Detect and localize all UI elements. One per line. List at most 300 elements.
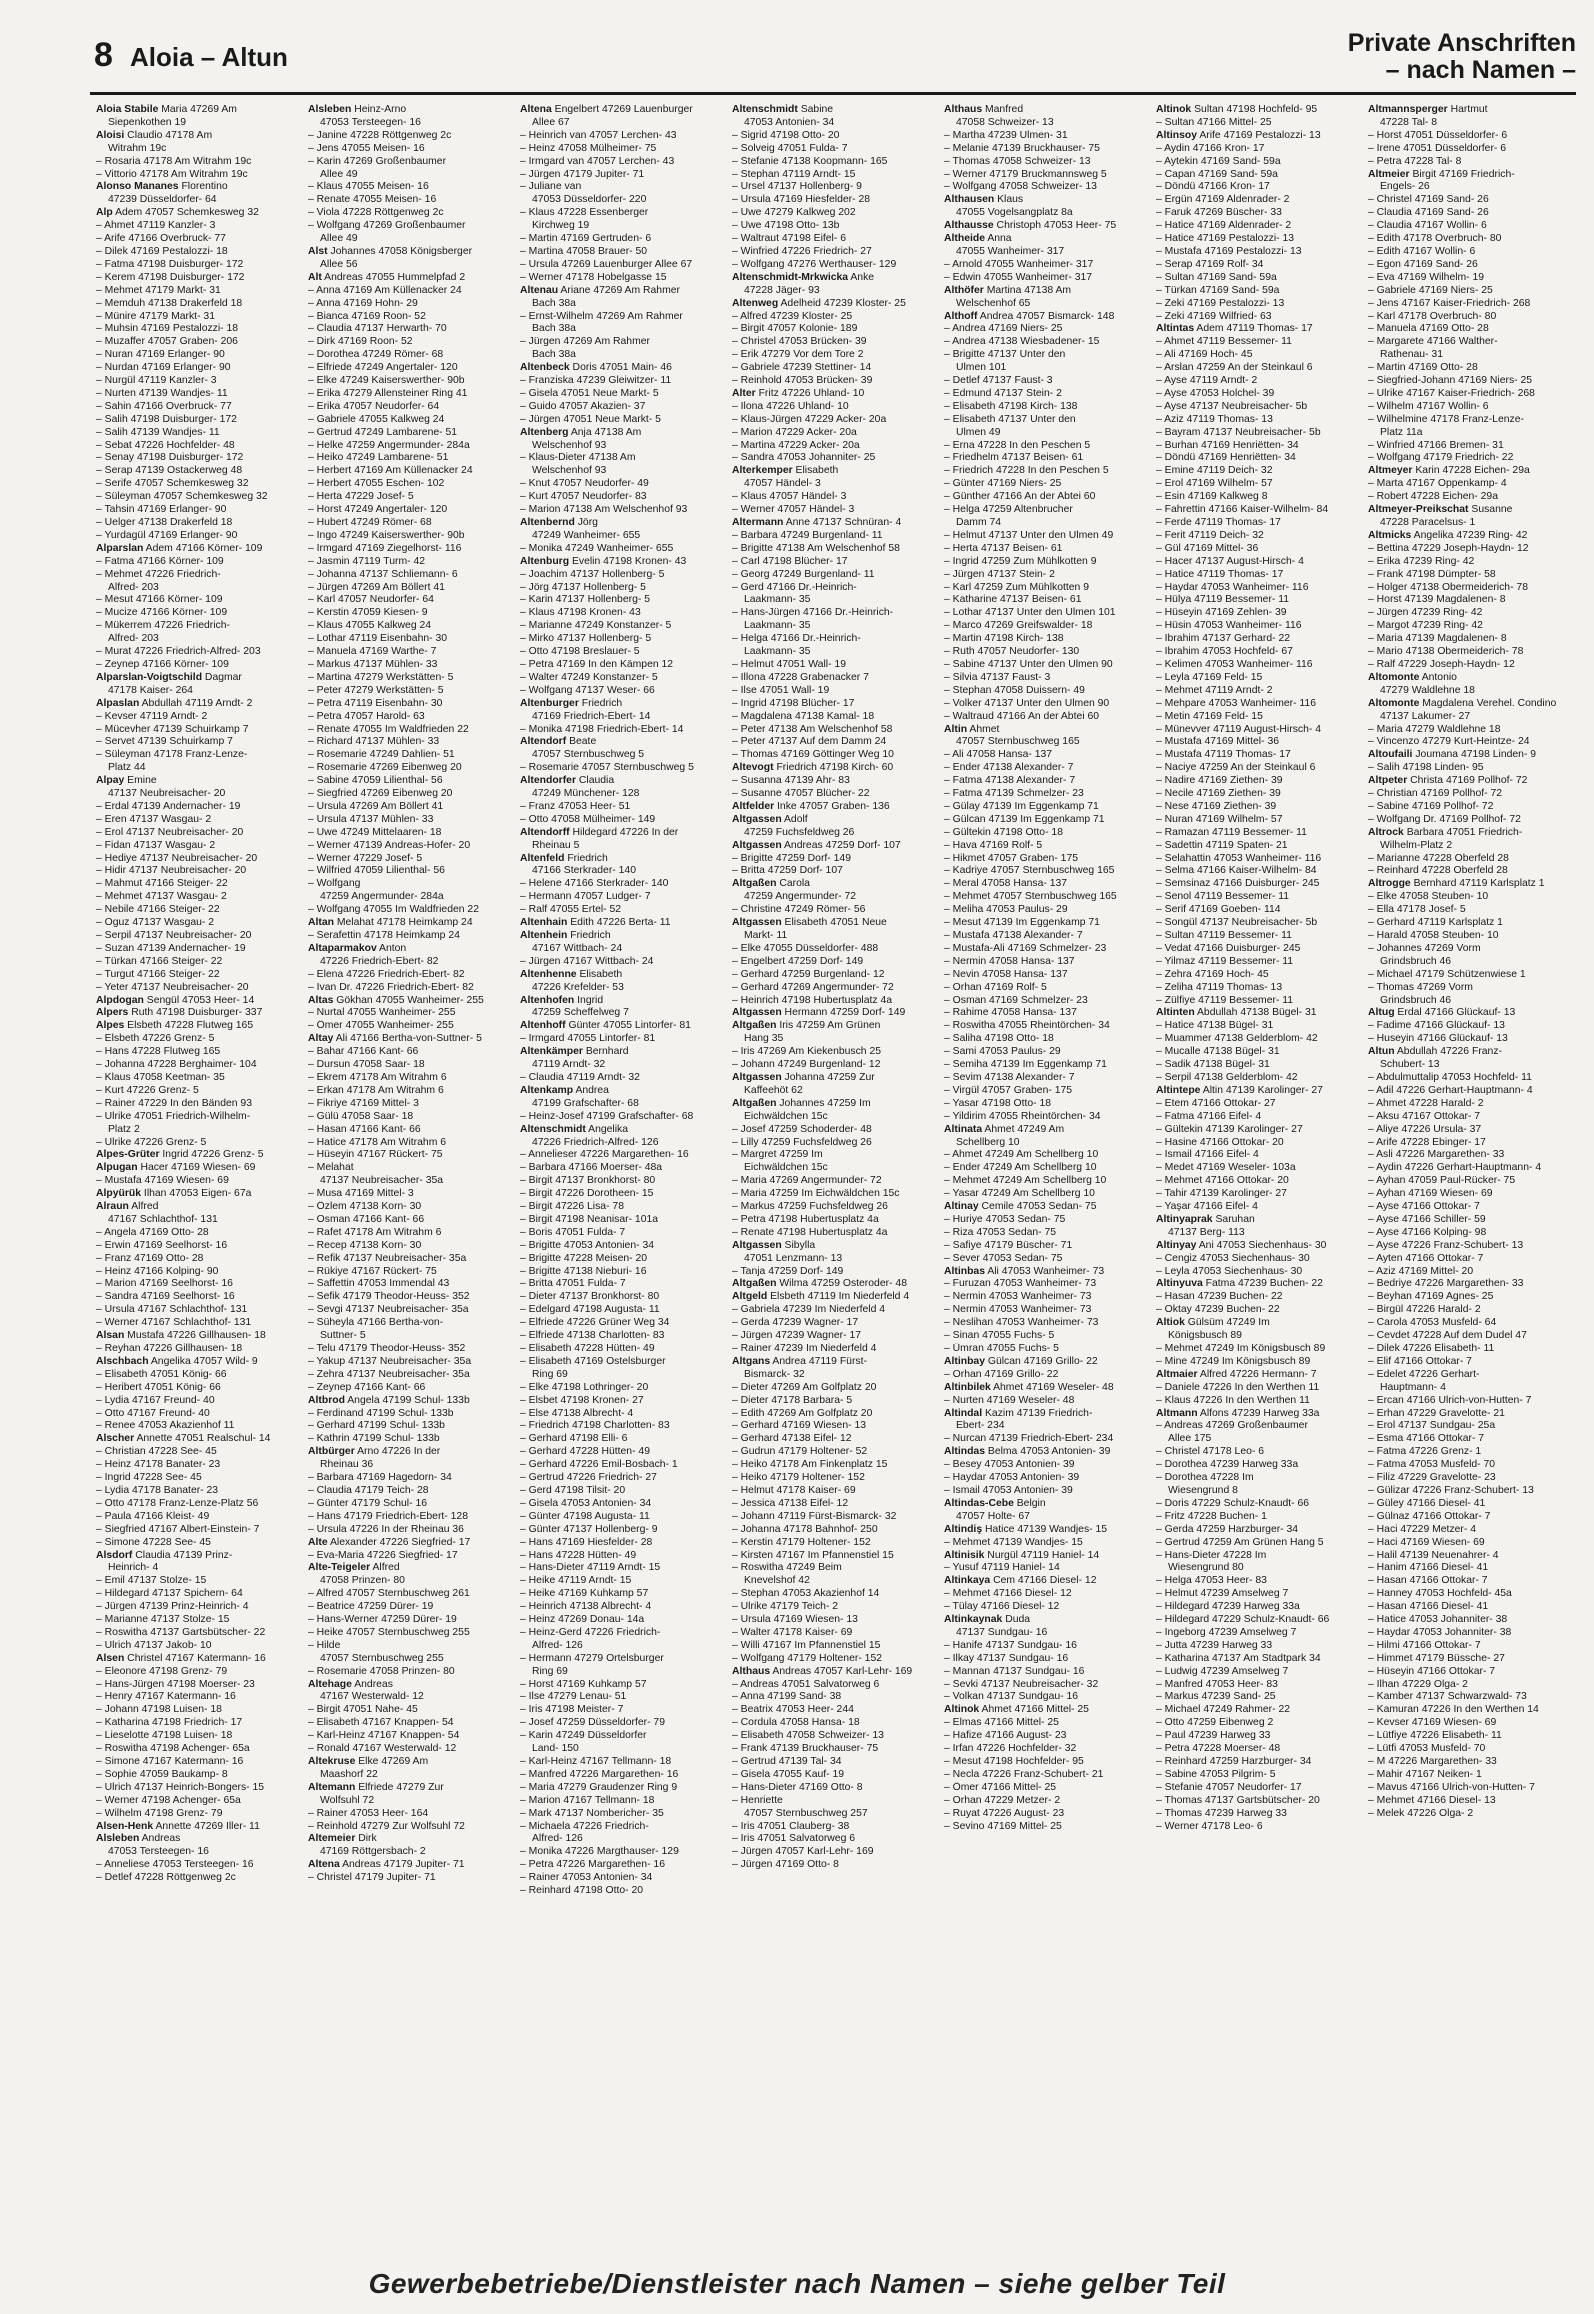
directory-entry: – Mustafa 47169 Wiesen- 69 <box>96 1175 229 1187</box>
surname: Altinkaya <box>944 1575 991 1587</box>
directory-entry: – Fatma 47226 Grenz- 1 <box>1368 1446 1482 1458</box>
directory-entry: Altinkaya Cem 47166 Diesel- 12 <box>944 1575 1097 1587</box>
directory-entry: – Hasan 47166 Ottokar- 7 <box>1368 1575 1488 1587</box>
directory-entry: – Stephan 47058 Duissern- 49 <box>944 684 1085 696</box>
directory-entry: Allee 175 <box>1168 1433 1212 1445</box>
directory-entry: – Michael 47179 Schützenwiese 1 <box>1368 968 1526 980</box>
directory-entry: – Dieter 47269 Am Golfplatz 20 <box>732 1381 877 1393</box>
surname: Altenhain <box>520 917 568 929</box>
directory-entry: – Kelimen 47053 Wanheimer- 116 <box>1156 658 1313 670</box>
directory-entry: – Ingo 47249 Kaiserswerther- 90b <box>308 529 465 541</box>
directory-entry: – Markus 47259 Fuchsfeldweg 26 <box>732 1201 888 1213</box>
directory-entry: – Zülfiye 47119 Bessemer- 11 <box>1156 994 1294 1006</box>
directory-entry: – Saliha 47198 Otto- 18 <box>944 1033 1054 1045</box>
directory-entry: Platz 11a <box>1380 426 1423 438</box>
directory-entry: – Fadime 47166 Glückauf- 13 <box>1368 1020 1505 1032</box>
directory-entry: – Fritz 47228 Buchen- 1 <box>1156 1510 1267 1522</box>
directory-entry: – Margot 47239 Ring- 42 <box>1368 620 1483 632</box>
directory-entry: – Detlef 47137 Faust- 3 <box>944 375 1053 387</box>
surname: Altendorfer <box>520 775 576 787</box>
directory-entry: Alsan Mustafa 47226 Gillhausen- 18 <box>96 1330 266 1342</box>
surname: Altenau <box>520 284 559 296</box>
directory-entry: Platz 2 <box>108 1123 140 1135</box>
directory-entry: – Manuela 47169 Warthe- 7 <box>308 646 437 658</box>
surname: Althaus <box>732 1665 771 1677</box>
directory-entry: – Hatice 47053 Johanniter- 38 <box>1368 1614 1508 1626</box>
directory-entry: – Memduh 47138 Drakerfeld 18 <box>96 297 243 309</box>
directory-entry: – Thomas 47137 Gartsbütscher- 20 <box>1156 1794 1320 1806</box>
directory-entry: – Monika 47249 Wanheimer- 655 <box>520 542 674 554</box>
surname: Altermann <box>732 517 784 528</box>
surname: Alscher <box>96 1433 135 1445</box>
directory-entry: Altgassen Johanna 47259 Zur <box>732 1071 875 1083</box>
directory-entry: – Renate 47055 Meisen- 16 <box>308 194 437 206</box>
directory-entry: – Reyhan 47226 Gillhausen- 18 <box>96 1343 243 1354</box>
directory-entry: – Christel 47053 Brücken- 39 <box>732 336 867 348</box>
directory-entry: – Yakup 47137 Neubreisacher- 35a <box>308 1355 472 1367</box>
directory-entry: – Jürgen 47057 Karl-Lehr- 169 <box>732 1846 874 1858</box>
directory-entry: – Elfriede 47249 Angertaler- 120 <box>308 362 458 374</box>
directory-entry: – Werner 47198 Achenger- 65a <box>96 1794 241 1806</box>
directory-entry: – Monika 47226 Margthauser- 129 <box>520 1846 679 1858</box>
directory-entry: – Rainer 47239 Im Niederfeld 4 <box>732 1343 877 1354</box>
directory-entry: – Hans 47228 Flutweg 165 <box>96 1046 221 1058</box>
directory-entry: – Elsbeth 47226 Grenz- 5 <box>96 1033 215 1045</box>
directory-entry: Altgassen Sibylla <box>732 1239 816 1251</box>
directory-entry: – Janine 47228 Röttgenweg 2c <box>308 129 452 141</box>
directory-entry: Altenbernd Jörg <box>520 517 598 528</box>
directory-entry: 47137 Lakumer- 27 <box>1380 710 1471 722</box>
directory-entry: – Erik 47279 Vor dem Tore 2 <box>732 349 864 361</box>
surname: Alpers <box>96 1007 129 1019</box>
directory-entry: – Brigitte 47228 Meisen- 20 <box>520 1252 648 1264</box>
directory-entry: – Ismail 47166 Eifel- 4 <box>1156 1149 1259 1161</box>
directory-entry: – Mehmet 47166 Diesel- 12 <box>944 1588 1072 1600</box>
directory-entry: – Gisela 47055 Kauf- 19 <box>732 1768 845 1780</box>
directory-entry: 47169 Röttgersbach- 2 <box>320 1846 426 1858</box>
directory-entry: Altheide Anna <box>944 233 1012 245</box>
directory-entry: – Ümran 47055 Fuchs- 5 <box>944 1343 1059 1354</box>
directory-entry: Grindsbruch 46 <box>1380 955 1452 967</box>
directory-entry: – Helga 47166 Dr.-Heinrich- <box>732 633 861 645</box>
directory-entry: – Jürgen 47239 Wagner- 17 <box>732 1330 862 1342</box>
directory-entry: – Helga 47053 Heer- 83 <box>1156 1575 1267 1587</box>
surname: Altinten <box>1156 1007 1195 1019</box>
directory-entry: – Mükerrem 47226 Friedrich- <box>96 620 230 632</box>
directory-entry: – Frank 47139 Bruckhauser- 75 <box>732 1743 879 1755</box>
directory-entry: – Wolfgang Dr. 47169 Pollhof- 72 <box>1368 813 1521 825</box>
directory-entry: – Serap 47139 Ostackerweg 48 <box>96 465 243 477</box>
directory-entry: – Jürgen 47051 Neue Markt- 5 <box>520 413 661 425</box>
surname: Altenhofen <box>520 994 575 1006</box>
directory-entry: – Münevver 47119 August-Hirsch- 4 <box>1156 723 1321 735</box>
directory-entry: Altinsoy Arife 47169 Pestalozzi- 13 <box>1156 129 1321 141</box>
directory-entry: – Sevim 47138 Alexander- 7 <box>944 1071 1075 1083</box>
directory-entry: – Jürgen 47167 Wittbach- 24 <box>520 955 654 967</box>
directory-entry: Alp Adem 47057 Schemkesweg 32 <box>96 207 259 219</box>
directory-entry: – Guido 47057 Akazien- 37 <box>520 400 646 412</box>
surname: Altgeld <box>732 1291 768 1303</box>
directory-entry: Altan Melahat 47178 Heimkamp 24 <box>308 917 473 929</box>
directory-entry: – Döndü 47169 Henriëtten- 34 <box>1156 452 1296 464</box>
directory-entry: – Yeter 47137 Neubreisacher- 20 <box>96 981 249 993</box>
directory-entry: – Serpil 47138 Gelderblom- 42 <box>1156 1071 1298 1083</box>
directory-entry: – Mine 47249 Im Königsbusch 89 <box>1156 1355 1311 1367</box>
directory-entry: Altrogge Bernhard 47119 Karlsplatz 1 <box>1368 878 1545 890</box>
directory-entry: – Mehmet 47137 Wasgau- 2 <box>96 891 227 903</box>
directory-entry: – Nurgül 47119 Kanzler- 3 <box>96 375 217 387</box>
directory-entry: – Jens 47055 Meisen- 16 <box>308 142 425 154</box>
directory-entry: – Mehmet 47249 Am Schellberg 10 <box>944 1175 1107 1187</box>
directory-entry: – Heinz 47178 Banater- 23 <box>96 1459 221 1471</box>
directory-entry: – Nese 47169 Ziethen- 39 <box>1156 800 1277 812</box>
directory-entry: – Gülü 47058 Saar- 18 <box>308 1110 414 1122</box>
directory-entry: – Elsbet 47198 Kronen- 27 <box>520 1394 644 1406</box>
directory-entry: – Edith 47269 Am Golfplatz 20 <box>732 1407 873 1419</box>
directory-entry: – Bahar 47166 Kant- 66 <box>308 1046 419 1058</box>
directory-entry: – Herbert 47055 Eschen- 102 <box>308 478 445 490</box>
directory-entry: – Siegfried 47167 Albert-Einstein- 7 <box>96 1523 260 1535</box>
directory-entry: – Tahsin 47169 Erlanger- 90 <box>96 504 227 516</box>
directory-entry: – Erol 47137 Neubreisacher- 20 <box>96 826 244 838</box>
directory-entry: – Kerstin 47179 Holtener- 152 <box>732 1536 871 1548</box>
directory-entry: – Furuzan 47053 Wanheimer- 73 <box>944 1278 1097 1290</box>
directory-entry: – Alfred 47057 Sternbuschweg 261 <box>308 1588 470 1600</box>
directory-entry: Altmann Alfons 47239 Harweg 33a <box>1156 1407 1320 1419</box>
directory-entry: – Ursel 47137 Hollenberg- 9 <box>732 181 862 193</box>
directory-entry: – Serife 47057 Schemkesweg 32 <box>96 478 249 490</box>
directory-entry: – Ayse 47053 Holchel- 39 <box>1156 387 1275 399</box>
directory-entry: – Wolfgang 47137 Weser- 66 <box>520 684 655 696</box>
directory-entry: – Ernst-Wilhelm 47269 Am Rahmer <box>520 310 683 322</box>
directory-entry: – Reinhard 47259 Harzburger- 34 <box>1156 1756 1312 1767</box>
directory-entry: Alschbach Angelika 47057 Wild- 9 <box>96 1355 258 1367</box>
directory-column <box>308 104 516 2264</box>
surname: Altenberg <box>520 426 569 438</box>
directory-entry: – Lieselotte 47198 Luisen- 18 <box>96 1730 233 1742</box>
directory-entry: – Rosemarie 47249 Dahlien- 51 <box>308 749 455 761</box>
section-title-line2: – nach Namen – <box>1385 56 1576 84</box>
directory-entry: – Kamber 47137 Schwarzwald- 73 <box>1368 1691 1527 1703</box>
directory-entry: – Roswitha 47249 Beim <box>732 1562 842 1574</box>
directory-entry: – Uelger 47138 Drakerfeld 18 <box>96 517 233 528</box>
surname: Altheide <box>944 233 985 245</box>
directory-entry: – Servet 47139 Schuirkamp 7 <box>96 736 233 748</box>
directory-entry: – Fatma 47138 Alexander- 7 <box>944 775 1076 787</box>
directory-entry: – Johann 47198 Luisen- 18 <box>96 1704 222 1716</box>
directory-entry: Altintepe Altin 47139 Karolinger- 27 <box>1156 1084 1323 1096</box>
directory-entry: Altas Gökhan 47055 Wanheimer- 255 <box>308 994 484 1006</box>
directory-entry: – Irfan 47226 Hochfelder- 32 <box>944 1743 1077 1755</box>
directory-entry: – Etem 47166 Ottokar- 27 <box>1156 1097 1276 1109</box>
directory-entry: Alpyürük İlhan 47053 Eigen- 67a <box>96 1188 252 1200</box>
directory-entry: – Ruyat 47226 August- 23 <box>944 1807 1065 1819</box>
directory-column <box>96 104 304 2264</box>
directory-entry: – Melahat <box>308 1162 354 1174</box>
directory-entry: Altomonte Magdalena Verehel. Condino <box>1368 697 1557 709</box>
directory-entry: – Süleyman 47057 Schemkesweg 32 <box>96 491 268 503</box>
surname: Althaus <box>944 104 983 115</box>
directory-entry: – Günter 47179 Schul- 16 <box>308 1497 427 1509</box>
directory-entry: – Herta 47137 Beisen- 61 <box>944 542 1063 554</box>
directory-entry: – Abdulmuttalip 47053 Hochfeld- 11 <box>1368 1071 1532 1083</box>
directory-entry: Alt Andreas 47055 Hummelpfad 2 <box>308 271 466 283</box>
surname: Altpeter <box>1368 775 1408 787</box>
directory-entry: – Gabriele 47055 Kalkweg 24 <box>308 413 445 425</box>
directory-entry: – Britta 47259 Dorf- 107 <box>732 865 843 877</box>
surname: Altoufaili <box>1368 749 1413 761</box>
directory-entry: – Jürgen 47137 Stein- 2 <box>944 568 1055 580</box>
directory-entry: – Nermin 47058 Hansa- 137 <box>944 955 1075 967</box>
directory-entry: – Semiha 47139 Im Eggenkamp 71 <box>944 1059 1107 1071</box>
surname: Alp <box>96 207 113 219</box>
surname: Altintas <box>1156 323 1195 335</box>
directory-entry: 47057 Holte- 67 <box>956 1510 1030 1522</box>
directory-entry: – Rainer 47053 Antonien- 34 <box>520 1872 653 1884</box>
directory-entry: – Hubert 47249 Römer- 68 <box>308 517 432 528</box>
directory-entry: – Elfriede 47226 Grüner Weg 34 <box>520 1317 670 1329</box>
directory-entry: – Kevser 47169 Wiesen- 69 <box>1368 1717 1497 1729</box>
directory-entry: – Heinz-Gerd 47226 Friedrich- <box>520 1626 661 1638</box>
directory-entry: – Wolfgang 47179 Friedrich- 22 <box>1368 452 1514 464</box>
directory-entry: Markt- 11 <box>744 930 788 941</box>
directory-entry: Bach 38a <box>532 297 576 309</box>
directory-entry: – Georg 47249 Burgenland- 11 <box>732 568 875 580</box>
directory-entry: 47057 Sternbuschweg 5 <box>532 749 645 761</box>
directory-entry: Alte-Teigeler Alfred <box>308 1562 400 1574</box>
surname: Altgassen <box>732 1007 782 1019</box>
directory-entry: Altoufaili Joumana 47198 Linden- 9 <box>1368 749 1537 761</box>
directory-entry: – Ronald 47167 Westerwald- 12 <box>308 1743 457 1755</box>
directory-entry: Rathenau- 31 <box>1380 349 1443 361</box>
directory-entry: Eichwäldchen 15c <box>744 1110 828 1122</box>
directory-column <box>1156 104 1364 2264</box>
directory-entry: – Kadriye 47057 Sternbuschweg 165 <box>944 865 1115 877</box>
directory-entry: – Fidan 47137 Wasgau- 2 <box>96 839 216 851</box>
directory-entry: – Gül 47169 Mittel- 36 <box>1156 542 1259 554</box>
directory-entry: – Dieter 47178 Barbara- 5 <box>732 1394 853 1406</box>
directory-entry: – Huriye 47053 Sedan- 75 <box>944 1213 1066 1225</box>
directory-entry: – Erkan 47178 Am Witrahm 6 <box>308 1084 444 1096</box>
directory-entry: – Birgit 47051 Nahe- 45 <box>308 1704 418 1716</box>
directory-entry: – Mustafa-Ali 47169 Schmelzer- 23 <box>944 942 1107 954</box>
directory-entry: – Ilkay 47137 Sundgau- 16 <box>944 1652 1069 1664</box>
directory-entry: – Gülnaz 47166 Ottokar- 7 <box>1368 1510 1491 1522</box>
directory-entry: Knevelshof 42 <box>744 1575 810 1587</box>
directory-entry: – Waltraud 47166 An der Abtei 60 <box>944 710 1100 722</box>
directory-entry: – Stefanie 47138 Koopmann- 165 <box>732 155 888 167</box>
directory-entry: – Ilhan 47229 Olga- 2 <box>1368 1678 1468 1690</box>
directory-entry: – Volker 47137 Unter den Ulmen 90 <box>944 697 1110 709</box>
directory-entry: Aloisi Claudio 47178 Am <box>96 129 213 141</box>
directory-entry: – Hildegard 47239 Harweg 33a <box>1156 1601 1300 1613</box>
directory-entry: – Karin 47137 Hollenberg- 5 <box>520 594 650 606</box>
directory-entry: – Martina 47058 Brauer- 50 <box>520 245 648 257</box>
directory-entry: 47058 Schweizer- 13 <box>956 116 1054 128</box>
directory-entry: Altgassen Andreas 47259 Dorf- 107 <box>732 839 901 851</box>
directory-entry: – Tülay 47166 Diesel- 12 <box>944 1601 1060 1613</box>
directory-entry: – Ulrike 47167 Kaiser-Friedrich- 268 <box>1368 387 1535 399</box>
directory-entry: Altenschmidt Sabine <box>732 104 834 115</box>
directory-entry: Wilhelm-Platz 2 <box>1380 839 1453 851</box>
directory-entry: – Rosaria 47178 Am Witrahm 19c <box>96 155 252 167</box>
directory-entry: – Heiko 47249 Lambarene- 51 <box>308 452 449 464</box>
directory-entry: – Brigitte 47137 Unter den <box>944 349 1066 361</box>
directory-entry: – Irene 47051 Düsseldorfer- 6 <box>1368 142 1507 154</box>
surname: Altin <box>944 723 968 735</box>
directory-entry: – Ekrem 47178 Am Witrahm 6 <box>308 1071 447 1083</box>
directory-entry: – Martin 47169 Gertruden- 6 <box>520 233 652 245</box>
directory-entry: – Elmas 47166 Mittel- 25 <box>944 1717 1059 1729</box>
directory-entry: – Leyla 47169 Feld- 15 <box>1156 671 1263 683</box>
directory-entry: – Maria 47279 Waldlehne 18 <box>1368 723 1501 735</box>
directory-entry: – Karin 47269 Großenbaumer <box>308 155 447 167</box>
directory-entry: – Yasar 47249 Am Schellberg 10 <box>944 1188 1095 1200</box>
directory-entry: – Hüsin 47053 Wanheimer- 116 <box>1156 620 1302 632</box>
directory-entry: Altindas-Cebe Belgin <box>944 1497 1046 1509</box>
surname: Altmaier <box>1156 1368 1198 1380</box>
directory-entry: – Mesut 47198 Hochfelder- 95 <box>944 1756 1084 1767</box>
directory-entry: – Siegfried-Johann 47169 Niers- 25 <box>1368 375 1533 387</box>
directory-entry: – Nurcan 47139 Friedrich-Ebert- 234 <box>944 1433 1114 1445</box>
directory-entry: Altun Abdullah 47226 Franz- <box>1368 1046 1502 1058</box>
directory-entry: – Wilhelmine 47178 Franz-Lenze- <box>1368 413 1524 425</box>
directory-entry: – Lothar 47119 Eisenbahn- 30 <box>308 633 448 645</box>
directory-entry: – Mark 47137 Nombericher- 35 <box>520 1807 664 1819</box>
surname: Altgaßen <box>732 1278 777 1290</box>
directory-entry: – Ilona 47226 Uhland- 10 <box>732 400 849 412</box>
directory-entry: – Gerhard 47228 Hütten- 49 <box>520 1446 650 1458</box>
directory-entry: – Aziz 47119 Thomas- 13 <box>1156 413 1273 425</box>
directory-entry: – Jürgen 47269 Am Rahmer <box>520 336 650 348</box>
directory-entry: – Elke 47058 Steuben- 10 <box>1368 891 1489 903</box>
directory-entry: – Safiye 47179 Büscher- 71 <box>944 1239 1073 1251</box>
directory-entry: – Engelbert 47259 Dorf- 149 <box>732 955 864 967</box>
directory-entry: Bach 38a <box>532 323 576 335</box>
directory-entry: – Mesut 47139 Im Eggenkamp 71 <box>944 917 1100 929</box>
surname: Altinbilek <box>944 1381 991 1393</box>
directory-entry: – Jasmin 47119 Turm- 42 <box>308 555 426 567</box>
directory-entry: – Margret 47259 Im <box>732 1149 823 1161</box>
directory-entry: – Özlem 47138 Korn- 30 <box>308 1201 422 1213</box>
directory-entry: – Christine 47249 Römer- 56 <box>732 904 866 916</box>
directory-entry: – Horst 47169 Kuhkamp 57 <box>520 1678 647 1690</box>
surname: Altbürger <box>308 1446 355 1458</box>
directory-entry: – Daniele 47226 In den Werthen 11 <box>1156 1381 1320 1393</box>
directory-entry: – Eren 47137 Wasgau- 2 <box>96 813 212 825</box>
directory-entry: – Klaus 47055 Kalkweg 24 <box>308 620 432 632</box>
directory-entry: – Oguz 47137 Wasgau- 2 <box>96 917 215 929</box>
directory-entry: Alpes Elsbeth 47228 Flutweg 165 <box>96 1020 254 1032</box>
directory-entry: – Josef 47259 Düsseldorfer- 79 <box>520 1717 665 1729</box>
directory-entry: – Mesut 47166 Körner- 109 <box>96 594 223 606</box>
directory-entry: – Gabriele 47239 Stettiner- 14 <box>732 362 872 374</box>
directory-entry: – Dorothea 47228 Im <box>1156 1472 1254 1484</box>
directory-entry: – Karl-Heinz 47167 Tellmann- 18 <box>520 1756 672 1767</box>
directory-entry: – Elif 47166 Ottokar- 7 <box>1368 1355 1472 1367</box>
directory-entry: – Sophie 47059 Baukamp- 8 <box>96 1768 228 1780</box>
directory-entry: – Christian 47169 Pollhof- 72 <box>1368 788 1503 800</box>
directory-entry: Heinrich- 4 <box>108 1562 159 1574</box>
directory-entry: – Horst 47051 Düsseldorfer- 6 <box>1368 129 1508 141</box>
directory-entry: – Gabriele 47169 Niers- 25 <box>1368 284 1493 296</box>
directory-entry: – Anneliese 47053 Tersteegen- 16 <box>96 1859 254 1871</box>
directory-entry: 47137 Neubreisacher- 20 <box>108 788 226 800</box>
directory-entry: – Nurdan 47169 Erlanger- 90 <box>96 362 231 374</box>
directory-entry: – Virgül 47057 Graben- 175 <box>944 1084 1073 1096</box>
surname: Altfelder <box>732 800 775 812</box>
directory-entry: – Iris 47051 Clauberg- 38 <box>732 1820 850 1832</box>
footer-note: Gewerbebetriebe/Dienstleister nach Namen – siehe gelber Teil <box>368 2268 1226 2299</box>
surname: Altbrod <box>308 1394 345 1406</box>
directory-entry: Laakmann- 35 <box>744 620 811 632</box>
directory-entry: – Sabine 47137 Unter den Ulmen 90 <box>944 658 1113 670</box>
directory-entry: Altevogt Friedrich 47198 Kirch- 60 <box>732 762 894 774</box>
directory-entry: – Ahmet 47228 Harald- 2 <box>1368 1097 1484 1109</box>
directory-entry: – Heinrich 47138 Albrecht- 4 <box>520 1601 652 1613</box>
surname: Alschbach <box>96 1355 149 1367</box>
directory-entry: – Heinz 47269 Donau- 14a <box>520 1614 645 1626</box>
header-rule <box>90 92 1576 95</box>
directory-entry: – Wolfgang 47269 Großenbaumer <box>308 220 466 232</box>
directory-entry: – Ayse 47226 Franz-Schubert- 13 <box>1368 1239 1524 1251</box>
directory-entry: Bach 38a <box>532 349 576 361</box>
directory-entry: – Marion 47138 Am Welschenhof 93 <box>520 504 688 516</box>
surname: Altinkaynak <box>944 1614 1003 1626</box>
directory-entry: – Otto 47198 Breslauer- 5 <box>520 646 640 658</box>
directory-entry: Altinisik Nurgül 47119 Haniel- 14 <box>944 1549 1100 1561</box>
directory-entry: Altinbay Gülcan 47169 Grillo- 22 <box>944 1355 1098 1367</box>
directory-entry: – Mustafa 47119 Thomas- 17 <box>1156 749 1291 761</box>
directory-entry: – Helmut 47239 Amselweg 7 <box>1156 1588 1289 1600</box>
surname: Altenfeld <box>520 852 565 864</box>
directory-entry: – Oktay 47239 Buchen- 22 <box>1156 1304 1280 1316</box>
directory-entry: – Yildirim 47055 Rheintörchen- 34 <box>944 1110 1101 1122</box>
directory-entry: Alscher Annette 47051 Realschul- 14 <box>96 1433 271 1445</box>
directory-entry: – Lütfiye 47226 Elisabeth- 11 <box>1368 1730 1502 1742</box>
directory-entry: Alfred- 126 <box>532 1833 583 1845</box>
surname: Altenhoff <box>520 1020 566 1032</box>
directory-entry: – Marta 47167 Oppenkamp- 4 <box>1368 478 1507 490</box>
directory-entry: Altmannsperger Hartmut <box>1368 104 1488 115</box>
directory-entry: – Lütfi 47053 Musfeld- 70 <box>1368 1743 1486 1755</box>
directory-entry: Alsen-Henk Annette 47269 Iller- 11 <box>96 1820 260 1832</box>
directory-entry: – Roswitha 47198 Achenger- 65a <box>96 1743 250 1755</box>
directory-entry: – Margarete 47166 Walther- <box>1368 336 1498 348</box>
directory-entry: – Edelgard 47198 Augusta- 11 <box>520 1304 660 1316</box>
directory-entry: – Herbert 47169 Am Küllenacker 24 <box>308 465 473 477</box>
directory-entry: Allee 49 <box>320 233 358 245</box>
directory-entry: – Muhsin 47169 Pestalozzi- 18 <box>96 323 239 335</box>
directory-entry: Altindas Belma 47053 Antonien- 39 <box>944 1446 1111 1458</box>
directory-entry: Maashorf 22 <box>320 1768 378 1780</box>
directory-entry: – Edwin 47055 Wanheimer- 317 <box>944 271 1093 283</box>
directory-entry: Altmeyer-Preikschat Susanne <box>1368 504 1513 516</box>
directory-entry: – Birgit 47057 Kolonie- 189 <box>732 323 858 335</box>
directory-entry: – Gisela 47053 Antonien- 34 <box>520 1497 652 1509</box>
directory-entry: – Medet 47169 Weseler- 103a <box>1156 1162 1296 1174</box>
directory-entry: – Stephan 47053 Akazienhof 14 <box>732 1588 880 1600</box>
surname: Altenkämper <box>520 1046 583 1058</box>
directory-entry: – Ayse 47119 Arndt- 2 <box>1156 375 1258 387</box>
directory-entry: – Marion 47169 Seelhorst- 16 <box>96 1278 233 1290</box>
directory-entry: Schubert- 13 <box>1380 1059 1440 1071</box>
directory-entry: Altinbas Ali 47053 Wanheimer- 73 <box>944 1265 1105 1277</box>
surname: Alsleben <box>96 1833 140 1845</box>
directory-entry: Wolfsuhl 72 <box>320 1794 375 1806</box>
directory-entry: Ebert- 234 <box>956 1420 1005 1432</box>
directory-entry: – Mannan 47137 Sundgau- 16 <box>944 1665 1085 1677</box>
